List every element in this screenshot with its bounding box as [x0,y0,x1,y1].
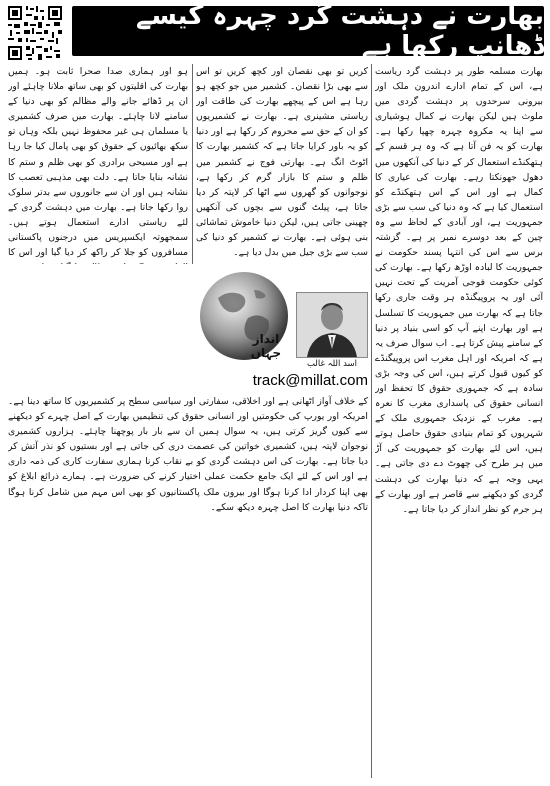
column-name: انداز جہاں [250,332,282,360]
author-email-link[interactable]: track@millat.com [252,372,368,389]
article-column-middle [196,64,368,264]
column-divider-left [192,64,193,264]
article-paragraph: کریں تو بھی نقصان اور کچھ کریں تو اس سے بھی بڑا نقصان۔ کشمیر میں جو کچھ ہو رہا ہے اس کے پیچھے بھارت کی طاقت اور ریاستی مشینری ہے۔ بھارت نے کشمیریوں کو ان کے حق سے محروم کر رکھا ہے اور دنیا کو یہ باور کرایا جاتا ہے کہ کشمیر بھارت کا اٹوٹ انگ ہے۔ بھارتی فوج نے کشمیر میں ظلم و ستم کا بازار گرم کر رکھا ہے، نوجوانوں کو گھروں سے اٹھا کر لاپتہ کر دیا جاتا ہے، پیلٹ گنوں سے بچوں کی آنکھیں چھینی جاتی ہیں، لیکن دنیا خاموش تماشائی بنی ہوئی ہے۔ بھارت نے کشمیر کو دنیا کی سب سے بڑی جیل میں بدل دیا ہے۔ [196,66,368,259]
headline-title: بھارت نے دہشت گرد چہرہ کیسے ڈھانپ رکھا ہے [135,1,544,61]
column-divider-right [371,64,372,778]
article-column-bottom [8,394,368,778]
article-paragraph: ہو اور ہماری صدا صحرا ثابت ہو۔ ہمیں بھارت کی اقلیتوں کو بھی ساتھ ملانا چاہئے اور ان پر ڈھائے جانے والے مظالم کو بھی دنیا کے سامنے لانا چاہئے۔ بھارت میں صرف کشمیری یا مسلمان ہی غیر محفوظ نہیں بلکہ وہاں تو سکھ بھائیوں کے حقوق کو بھی پامال کیا جا رہا ہے اور مسیحی برادری کو بھی ظلم و ستم کا نشانہ بنایا جاتا ہے۔ دلت بھی مذہبی تعصب کا نشانہ ہیں اور ان سے جانوروں سے بدتر سلوک روا رکھا جاتا ہے۔ بھارت میں دہشت گردی کے لئے ریاستی ادارے استعمال ہوتے ہیں۔ سمجھوتہ ایکسپریس میں درجنوں پاکستانی مسافروں کو جلا کر راکھ کر دیا گیا اور اس کا [8,66,188,259]
author-photo [296,292,368,358]
qr-code-icon [6,4,64,62]
article-paragraph: بھارت مسلمہ طور پر دہشت گرد ریاست ہے، اس کے تمام ادارے اندرون ملک اور بیرونی سرحدوں پر دہشت گردی میں ملوث ہیں لیکن بھارت نے کمال ہوشیاری سے اپنا یہ مکروہ چہرہ چھپا رکھا ہے۔ بھارت کو یہ فن آتا ہے کہ وہ ہر قسم کے ہتھکنڈے استعمال کر کے دنیا کی آنکھوں میں دھول جھونکتا رہے۔ بھارت کی عیاری کا کمال ہے اور اس کے اس ہتھکنڈے کو استعمال کیا ہے کہ وہ دنیا کی سب سے بڑی جمہوریت ہے، اور آبادی کے لحاظ سے وہ چین کے بعد دوسرے نمبر پر ہے۔ گزشتہ برس سے اس کی انتہا پسند حکومت نے جمہوریت کا لبادہ اوڑھ رکھا ہے۔ بھارت کی کوئی حکومت فوجی آمریت کے تحت نہیں آئی اور یہ پروپیگنڈہ ہر وقت جاری رکھا جاتا ہے کہ بھارت میں جمہوریت کا تسلسل ہے اور بھارت اپنے آپ کو اسی بنیاد پر دنیا کے سامنے پیش کرتا ہے۔ اب سوال صرف یہ ہے کہ امریکہ اور اہل مغرب اس پروپیگنڈے کو کیوں قبول کرتے ہیں، اس کی وجہ بڑی سادہ ہے کہ جمہوری حقوق کا تحفظ اور انسانی حقوق کی پاسداری مغرب کا نعرہ ہے۔ مغرب کے نزدیک جمہوری ملک کے شہریوں کو تمام بنیادی حقوق حاصل ہوتے ہیں، اس لئے بھارت کو جمہوریت کی آڑ میں ہر طرح کی چھوٹ دے دی جاتی ہے۔ یہی وجہ ہے کہ دنیا بھارت کی دہشت گردی کو دیکھنے سے قاصر ہے اور بھارت کے ہر جرم کو نظر انداز کر دیا جاتا ہے۔ [375,66,543,515]
article-paragraph: کے خلاف آواز اٹھانی ہے اور اخلاقی، سفارتی اور سیاسی سطح پر کشمیریوں کا ساتھ دینا ہے۔ امریکہ اور یورپ کی حکومتیں اور انسانی حقوق کی تنظیمیں بھارت کے اصل چہرے کو دیکھنے سے کیوں گریز کرتی ہیں، یہ سوال ہمیں ان سے بار بار پوچھنا چاہئے۔ ہزاروں کشمیری نوجوان لاپتہ ہیں، کشمیری خواتین کی عصمت دری کی جاتی ہے اور بستیوں کو نذر آتش کر دیا جاتا ہے۔ بھارت کی اس دہشت گردی کو بے نقاب کرنا ہماری سفارت کاری کی ذمہ داری ہے اور اس کے لئے ایک جامع حکمت عملی اختیار کرنے کی ضرورت ہے۔ ہمارے ذرائع ابلاغ کو بھی اپنا کردار ادا کرنا ہوگا اور بیرون ملک پاکستانیوں کو بھی اس مہم میں شامل کرنا ہوگا تاکہ دنیا بھارت کا اصل چہرہ دیکھ سکے۔ [8,396,368,513]
author-name: اسد اللہ غالب [306,359,358,369]
headline-banner [72,1,544,61]
article-column-right [375,64,543,778]
article-column-left [8,64,188,264]
